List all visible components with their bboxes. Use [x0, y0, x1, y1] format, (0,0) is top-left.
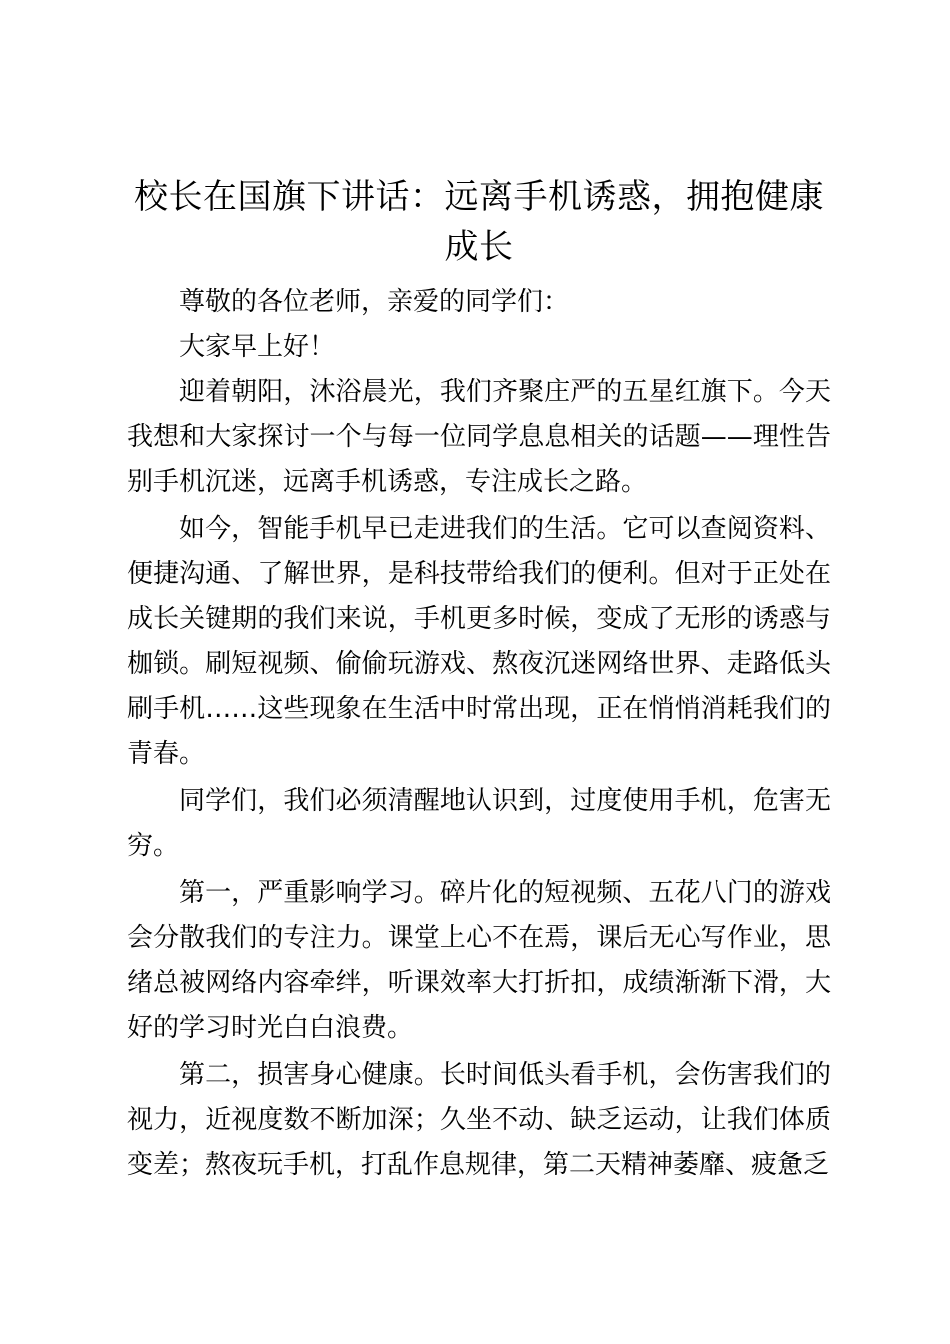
greeting: 大家早上好！ [179, 332, 336, 362]
document-body [127, 172, 831, 1188]
salutation: 尊敬的各位老师，亲爱的同学们： [179, 287, 570, 317]
paragraph-harm-health: 第二，损害身心健康。长时间低头看手机，会伤害我们的视力，近视度数不断加深；久坐不动、缺乏运动，让我们体质变差；熬夜玩手机，打乱作息规律，第二天精神萎靡、疲惫乏 [127, 1060, 831, 1180]
document-title: 校长在国旗下讲话：远离手机诱惑，拥抱健康成长 [134, 177, 824, 267]
paragraph-phones-today: 如今，智能手机早已走进我们的生活。它可以查阅资料、便捷沟通、了解世界，是科技带给我们的便利。但对于正处在成长关键期的我们来说，手机更多时候，变成了无形的诱惑与枷锁。刷短视频、偷偷玩游戏、熬夜沉迷网络世界、走路低头刷手机……这些现象在生活中时常出现，正在悄悄消耗我们的青春。 [127, 514, 831, 769]
paragraph-harm-study: 第一，严重影响学习。碎片化的短视频、五花八门的游戏会分散我们的专注力。课堂上心不在焉，课后无心写作业，思绪总被网络内容牵绊，听课效率大打折扣，成绩渐渐下滑，大好的学习时光白白浪费。 [127, 878, 831, 1043]
paragraph-intro: 迎着朝阳，沐浴晨光，我们齐聚庄严的五星红旗下。今天我想和大家探讨一个与每一位同学息息相关的话题——理性告别手机沉迷，远离手机诱惑，专注成长之路。 [127, 377, 831, 497]
paragraph-harms-summary: 同学们，我们必须清醒地认识到，过度使用手机，危害无穷。 [127, 786, 831, 861]
